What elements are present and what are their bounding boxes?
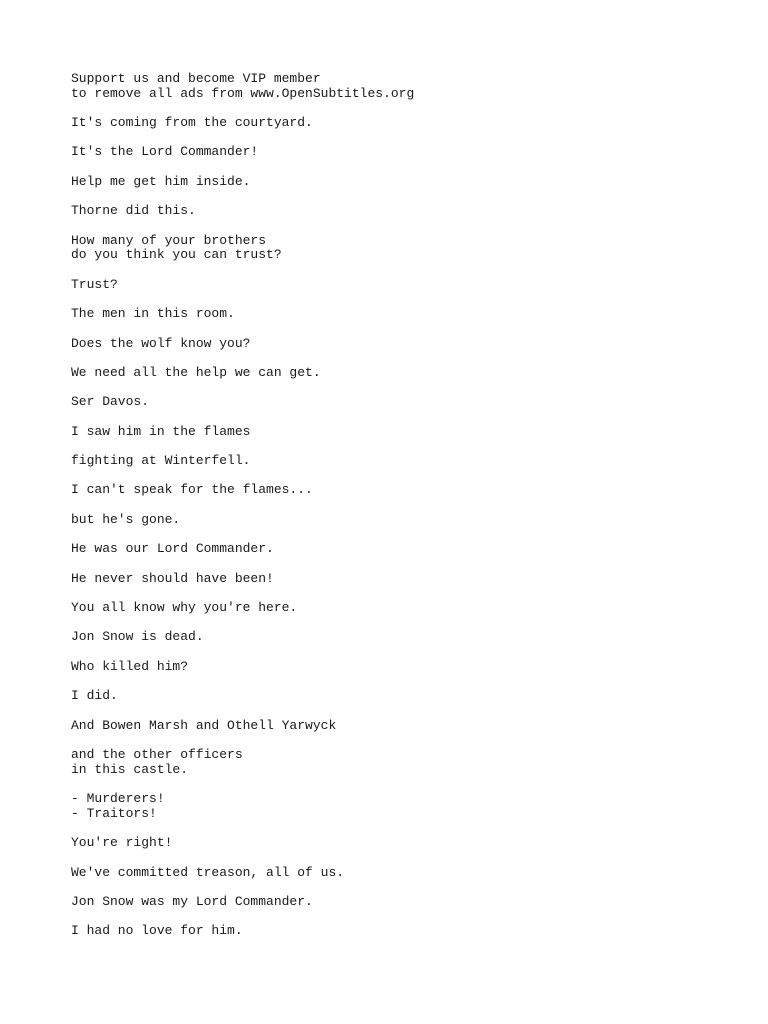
subtitle-cue (71, 719, 711, 734)
subtitle-cue (71, 278, 711, 293)
subtitle-cue (71, 234, 711, 263)
subtitle-cue (71, 748, 711, 777)
subtitle-cue (71, 307, 711, 322)
subtitle-cue (71, 454, 711, 469)
subtitle-line: We've committed treason, all of us. (71, 864, 345, 880)
subtitle-line: Does the wolf know you? (71, 335, 251, 351)
subtitle-cue (71, 542, 711, 557)
subtitle-line: I had no love for him. (71, 923, 243, 939)
subtitle-cue (71, 924, 711, 939)
subtitle-line: Help me get him inside. (71, 173, 251, 189)
subtitle-cue (71, 72, 711, 101)
subtitle-line: do you think you can trust? (71, 247, 282, 263)
subtitle-line: Who killed him? (71, 658, 189, 674)
subtitle-cue (71, 204, 711, 219)
subtitle-cue (71, 513, 711, 528)
subtitle-line: Support us and become VIP member (71, 71, 321, 86)
subtitle-cue (71, 116, 711, 131)
subtitle-cue (71, 337, 711, 352)
subtitle-cue (71, 689, 711, 704)
subtitle-cue (71, 792, 711, 821)
subtitle-cue (71, 175, 711, 190)
subtitle-line: How many of your brothers (71, 232, 267, 248)
subtitle-cue (71, 395, 711, 410)
subtitle-line: Thorne did this. (71, 203, 196, 219)
subtitle-cue (71, 866, 711, 881)
subtitle-cue (71, 601, 711, 616)
subtitle-line: He was our Lord Commander. (71, 541, 274, 557)
subtitle-cue (71, 425, 711, 440)
subtitle-line: Jon Snow is dead. (71, 629, 204, 645)
subtitle-line: - Traitors! (71, 805, 157, 821)
subtitle-cue (71, 483, 711, 498)
subtitle-cue (71, 836, 711, 851)
subtitle-line: It's coming from the courtyard. (71, 115, 313, 131)
subtitle-cue (71, 630, 711, 645)
subtitle-line: He never should have been! (71, 570, 274, 586)
subtitle-cue (71, 366, 711, 381)
subtitle-line: fighting at Winterfell. (71, 453, 251, 469)
subtitle-cue (71, 145, 711, 160)
subtitle-line: Ser Davos. (71, 394, 150, 410)
subtitle-line: I saw him in the flames (71, 423, 251, 439)
subtitle-cue (71, 660, 711, 675)
subtitle-line: We need all the help we can get. (71, 364, 321, 380)
subtitle-line: and the other officers (71, 747, 243, 762)
subtitle-line: The men in this room. (71, 306, 235, 322)
subtitle-text-body (71, 72, 711, 954)
subtitle-line: You all know why you're here. (71, 600, 298, 616)
subtitle-line: I can't speak for the flames... (71, 482, 313, 498)
subtitle-line: Trust? (71, 276, 118, 292)
subtitle-line: in this castle. (71, 761, 189, 777)
subtitle-line: - Murderers! (71, 791, 165, 807)
subtitle-line: I did. (71, 688, 118, 704)
subtitle-line: It's the Lord Commander! (71, 144, 259, 160)
subtitle-line: You're right! (71, 835, 173, 851)
subtitle-cue (71, 572, 711, 587)
subtitle-line: And Bowen Marsh and Othell Yarwyck (71, 717, 337, 733)
subtitle-line: Jon Snow was my Lord Commander. (71, 893, 313, 909)
subtitle-line: but he's gone. (71, 511, 181, 527)
subtitle-cue (71, 895, 711, 910)
subtitle-line: to remove all ads from www.OpenSubtitles.org (71, 85, 415, 101)
